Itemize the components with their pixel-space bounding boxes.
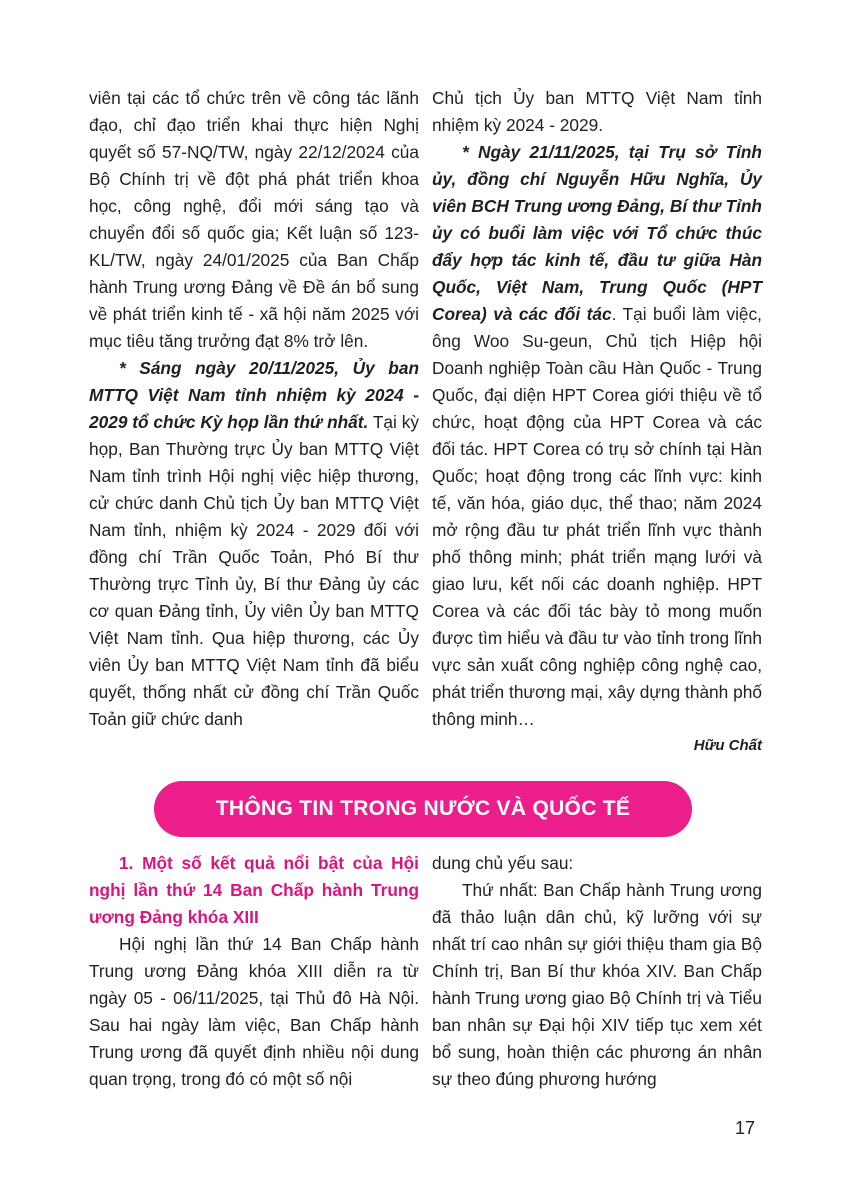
news-item-lead: * Sáng ngày 20/11/2025, Ủy ban MTTQ Việt Nam tỉnh nhiệm kỳ 2024 - 2029 tổ chức Kỳ họp lần thứ nhất. xyxy=(89,358,419,432)
paragraph: Thứ nhất: Ban Chấp hành Trung ương đã thảo luận dân chủ, kỹ lưỡng với sự nhất trí cao nhân sự giới thiệu tham gia Bộ Chính trị, Ban Bí thư khóa XIV. Ban Chấp hành Trung ương giao Bộ Chính trị và Tiểu ban nhân sự Đại hội XIV tiếp tục xem xét bổ sung, hoàn thiện các phương án nhân sự theo đúng phương hướng xyxy=(432,880,762,1089)
article-column-top-right xyxy=(432,85,762,759)
article-column-top-left xyxy=(89,85,419,733)
news-item-body: Tại kỳ họp, Ban Thường trực Ủy ban MTTQ Việt Nam tỉnh trình Hội nghị việc hiệp thương, cử chức danh Chủ tịch Ủy ban MTTQ Việt Nam tỉnh, nhiệm kỳ 2024 - 2029 đối với đồng chí Trần Quốc Toản, Phó Bí thư Thường trực Tỉnh ủy, Bí thư Đảng ủy các cơ quan Đảng tỉnh, Ủy viên Ủy ban MTTQ Việt Nam tỉnh. Qua hiệp thương, các Ủy viên Ủy ban MTTQ Việt Nam tỉnh đã biểu quyết, thống nhất cử đồng chí Trần Quốc Toản giữ chức danh xyxy=(89,412,419,729)
author-signature: Hữu Chất xyxy=(693,737,762,754)
paragraph: Chủ tịch Ủy ban MTTQ Việt Nam tỉnh nhiệm kỳ 2024 - 2029. xyxy=(432,88,762,135)
news-item-paragraph xyxy=(89,355,419,733)
section-banner: THÔNG TIN TRONG NƯỚC VÀ QUỐC TẾ xyxy=(154,781,692,837)
news-item-lead: * Ngày 21/11/2025, tại Trụ sở Tỉnh ủy, đồng chí Nguyễn Hữu Nghĩa, Ủy viên BCH Trung ương Đảng, Bí thư Tỉnh ủy có buổi làm việc với Tổ chức thúc đẩy hợp tác kinh tế, đầu tư giữa Hàn Quốc, Việt Nam, Trung Quốc (HPT Corea) và các đối tác xyxy=(432,142,762,324)
news-item-paragraph xyxy=(432,139,762,733)
article-column-bottom-right xyxy=(432,850,762,1093)
news-item-body: . Tại buổi làm việc, ông Woo Su-geun, Chủ tịch Hiệp hội Doanh nghiệp Toàn cầu Hàn Quốc - Trung Quốc, đại diện HPT Corea giới thiệu về tổ chức, hoạt động của HPT Corea và các đối tác. HPT Corea có trụ sở chính tại Hàn Quốc; hoạt động trong các lĩnh vực: kinh tế, văn hóa, giáo dục, thể thao; năm 2024 mở rộng đầu tư phát triển lĩnh vực thành phố thông minh; phát triển mạng lưới và giao lưu, kết nối các doanh nghiệp. HPT Corea và các đối tác bày tỏ mong muốn được tìm hiểu và đầu tư vào tỉnh trong lĩnh vực sản xuất công nghiệp công nghệ cao, phát triển thương mại, xây dựng thành phố thông minh… xyxy=(432,304,762,729)
paragraph: viên tại các tổ chức trên về công tác lãnh đạo, chỉ đạo triển khai thực hiện Nghị quyết số 57-NQ/TW, ngày 22/12/2024 của Bộ Chính trị về đột phá phát triển khoa học, công nghệ, đổi mới sáng tạo và chuyển đổi số quốc gia; Kết luận số 123-KL/TW, ngày 24/01/2025 của Ban Chấp hành Trung ương Đảng về Đề án bổ sung về phát triển kinh tế - xã hội năm 2025 với mục tiêu tăng trưởng đạt 8% trở lên. xyxy=(89,88,419,351)
section-heading: 1. Một số kết quả nổi bật của Hội nghị lần thứ 14 Ban Chấp hành Trung ương Đảng khóa XIII xyxy=(89,853,419,927)
page-number: 17 xyxy=(734,1118,755,1138)
article-column-bottom-left xyxy=(89,850,419,1093)
paragraph: Hội nghị lần thứ 14 Ban Chấp hành Trung ương Đảng khóa XIII diễn ra từ ngày 05 - 06/11/2025, tại Thủ đô Hà Nội. Sau hai ngày làm việc, Ban Chấp hành Trung ương đã quyết định nhiều nội dung quan trọng, trong đó có một số nội xyxy=(89,934,419,1089)
paragraph: dung chủ yếu sau: xyxy=(432,853,574,873)
